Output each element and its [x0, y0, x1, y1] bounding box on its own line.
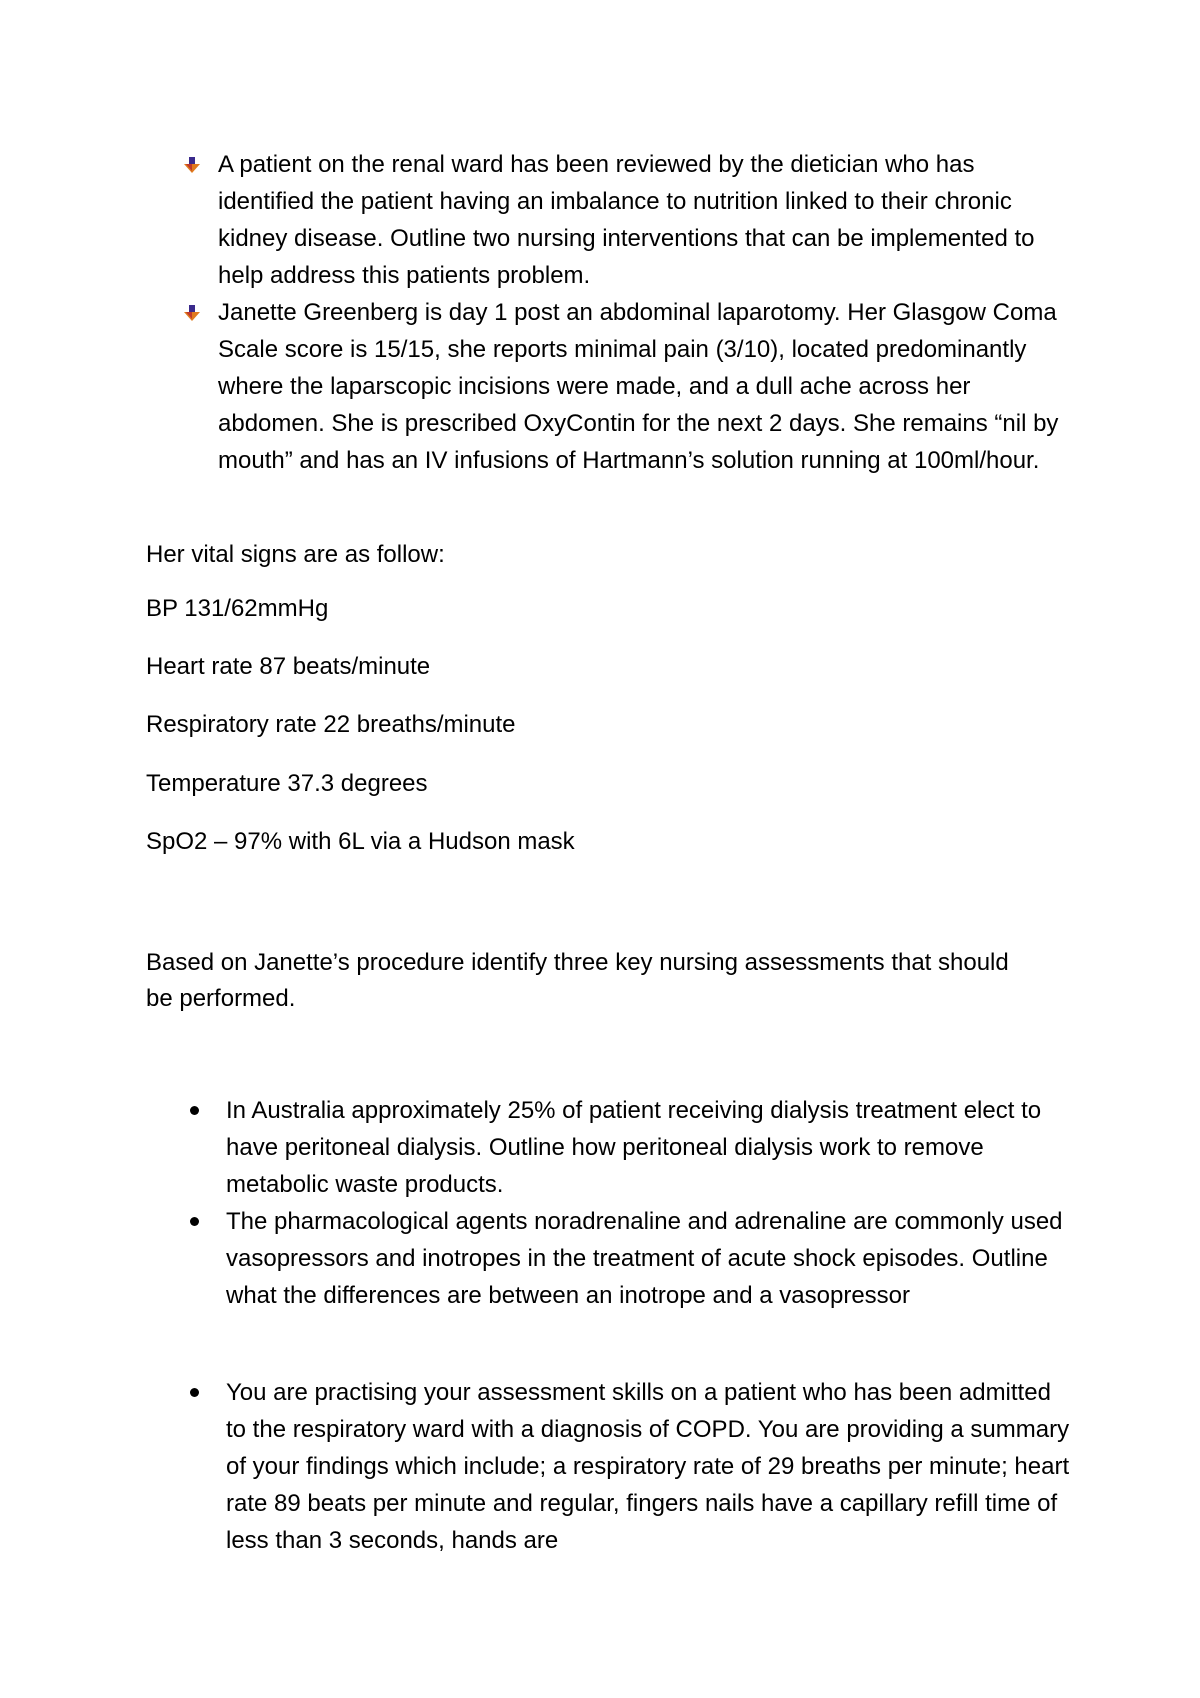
arrow-bullet-list [184, 146, 1064, 479]
bullet-list [190, 1092, 1070, 1314]
vital-bp: BP 131/62mmHg [146, 595, 329, 622]
bullet-dot-icon [190, 1388, 199, 1397]
arrow-down-icon [184, 305, 200, 321]
bullet-dot-icon [190, 1106, 199, 1115]
vital-heart-rate: Heart rate 87 beats/minute [146, 653, 431, 680]
bullet-list [190, 1374, 1070, 1559]
list-item-text: Janette Greenberg is day 1 post an abdominal laparotomy. Her Glasgow Coma Scale score is 15/15, she reports minimal pain (3/10), located predominantly where the laparscopic incisions were made, and a dull ache across her abdomen. She is prescribed OxyContin for the next 2 days. She remains “nil by mouth” and has an IV infusions of Hartmann’s solution running at 100ml/hour. [218, 299, 1059, 474]
list-item-text: The pharmacological agents noradrenaline and adrenaline are commonly used vasopressors and inotropes in the treatment of acute shock episodes. Outline what the differences are between an inotrope and a vasopressor [226, 1208, 1063, 1309]
vital-respiratory-rate: Respiratory rate 22 breaths/minute [146, 711, 516, 738]
list-item [184, 146, 1064, 294]
bullet-dot-icon [190, 1217, 199, 1226]
list-item [190, 1092, 1070, 1203]
arrow-down-icon [184, 157, 200, 173]
vitals-intro: Her vital signs are as follow: [146, 541, 445, 568]
list-item-text: A patient on the renal ward has been reviewed by the dietician who has identified the patient having an imbalance to nutrition linked to their chronic kidney disease. Outline two nursing interventions that can be implemented to help address this patients problem. [218, 151, 1035, 289]
list-item-text: You are practising your assessment skills on a patient who has been admitted to the respiratory ward with a diagnosis of COPD. You are providing a summary of your findings which include; a respiratory rate of 29 breaths per minute; heart rate 89 beats per minute and regular, fingers nails have a capillary refill time of less than 3 seconds, hands are [226, 1379, 1070, 1554]
list-item-text: In Australia approximately 25% of patient receiving dialysis treatment elect to have peritoneal dialysis. Outline how peritoneal dialysis work to remove metabolic waste products. [226, 1097, 1042, 1198]
list-item [190, 1374, 1070, 1559]
vital-temperature: Temperature 37.3 degrees [146, 770, 428, 797]
list-item [184, 294, 1064, 479]
list-item [190, 1203, 1070, 1314]
assessment-question: Based on Janette’s procedure identify three key nursing assessments that should be performed. [146, 949, 1009, 1012]
vital-spo2: SpO2 – 97% with 6L via a Hudson mask [146, 828, 575, 855]
